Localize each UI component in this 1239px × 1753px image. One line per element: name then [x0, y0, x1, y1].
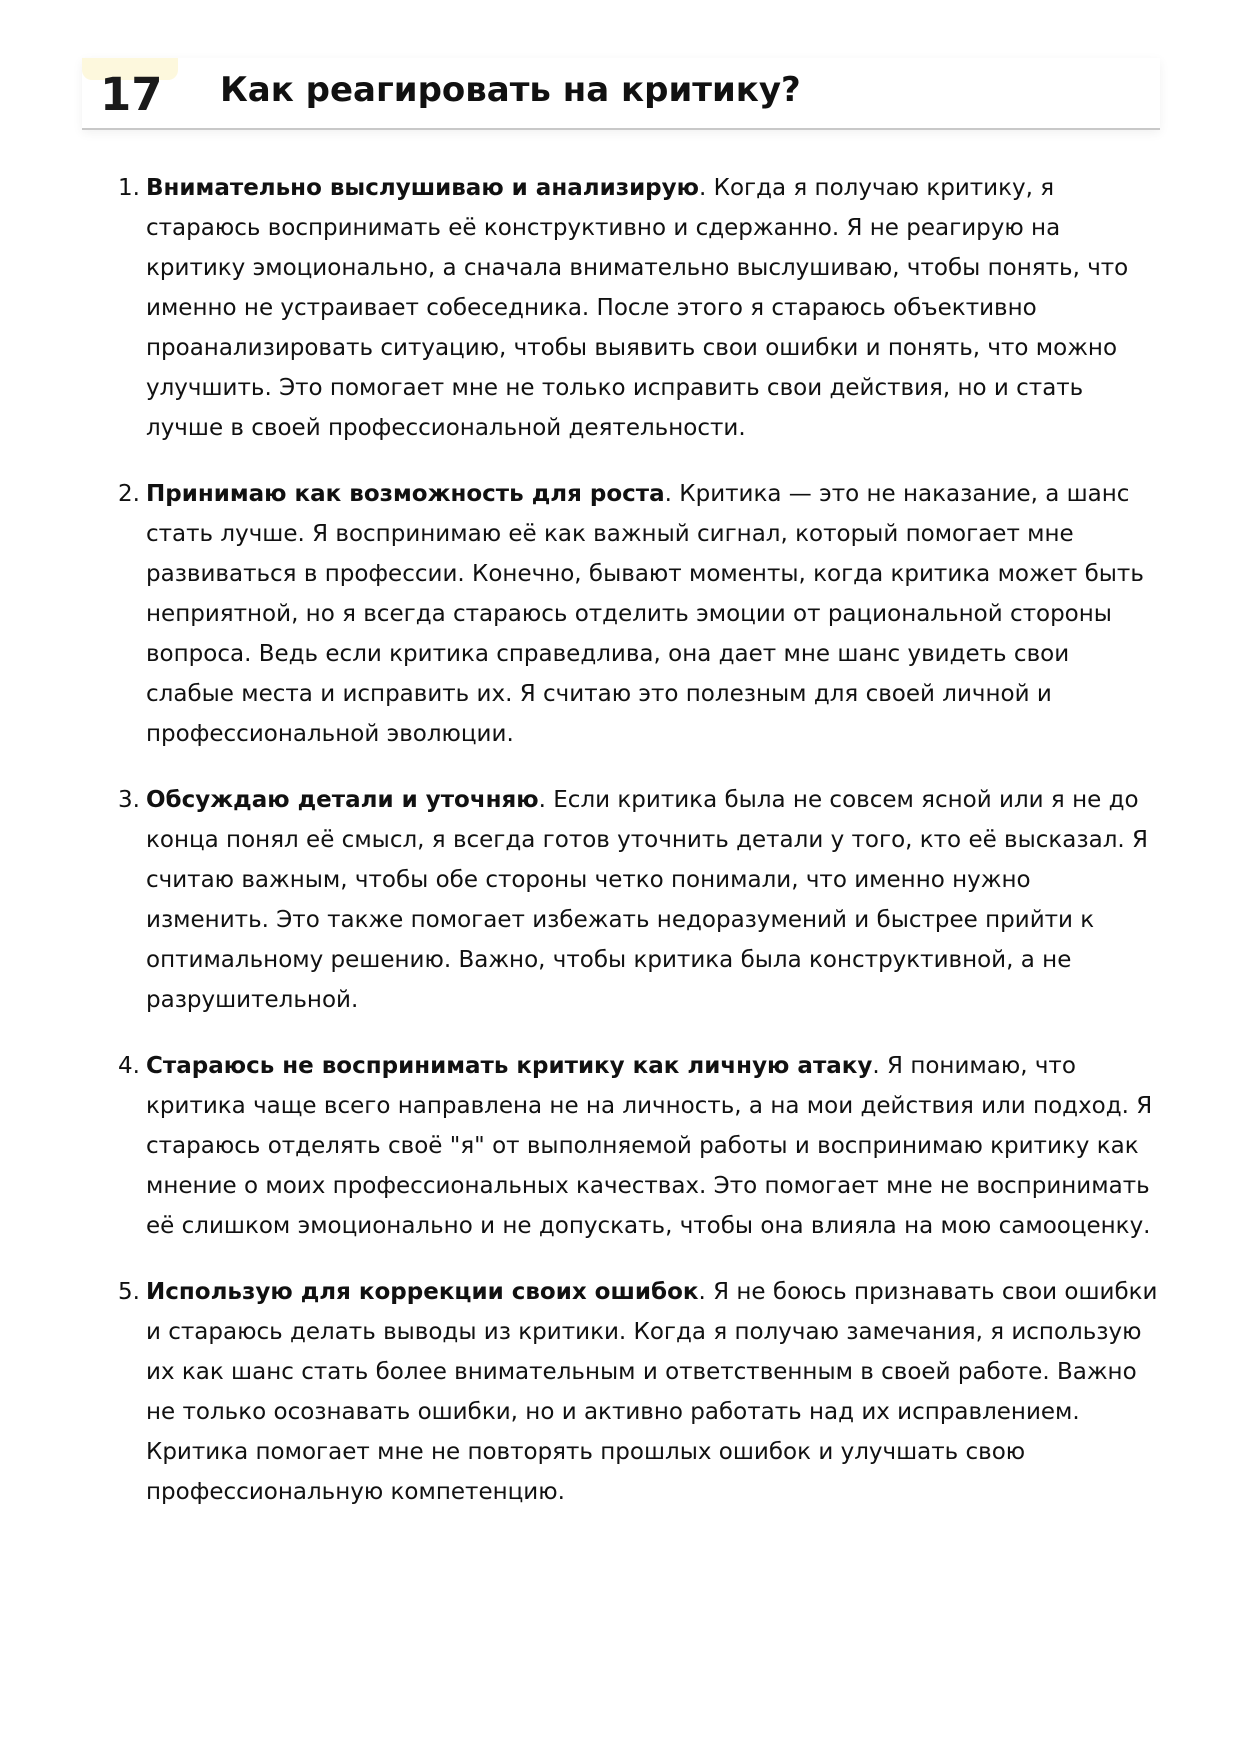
page-title: Как реагировать на критику? [220, 70, 801, 110]
list-item-number: 5. [118, 1279, 140, 1305]
list-item-number: 2. [118, 481, 140, 507]
list-item-title: Использую для коррекции своих ошибок [146, 1279, 699, 1305]
page-header [82, 58, 1160, 130]
list-item-title: Обсуждаю детали и уточняю [146, 787, 539, 813]
list-item-number: 1. [118, 175, 140, 201]
list-item [118, 1272, 1158, 1512]
list-item [118, 474, 1158, 754]
list-item-number: 3. [118, 787, 140, 813]
chapter-number: 17 [100, 68, 163, 121]
list-item [118, 780, 1158, 1020]
list-item-text: . Если критика была не совсем ясной или я не до конца понял её смысл, я всегда готов уточнить детали у того, кто её высказал. Я считаю важным, чтобы обе стороны четко понимали, что именно нужно изменить. Это также помогает избежать недоразумений и быстрее прийти к оптимальному решению. Важно, чтобы критика была конструктивной, а не разрушительной. [146, 787, 1149, 1013]
list-item-title: Принимаю как возможность для роста [146, 481, 665, 507]
list-item-text: . Когда я получаю критику, я стараюсь воспринимать её конструктивно и сдержанно. Я не реагирую на критику эмоционально, а сначала внимательно выслушиваю, чтобы понять, что именно не устраивает собеседника. После этого я стараюсь объективно проанализировать ситуацию, чтобы выявить свои ошибки и понять, что можно улучшить. Это помогает мне не только исправить свои действия, но и стать лучше в своей профессиональной деятельности. [146, 175, 1129, 441]
list-item-text: . Критика — это не наказание, а шанс стать лучше. Я воспринимаю её как важный сигнал, который помогает мне развиваться в профессии. Конечно, бывают моменты, когда критика может быть неприятной, но я всегда стараюсь отделить эмоции от рациональной стороны вопроса. Ведь если критика справедлива, она дает мне шанс увидеть свои слабые места и исправить их. Я считаю это полезным для своей личной и профессиональной эволюции. [146, 481, 1144, 747]
numbered-list [118, 168, 1158, 1538]
list-item-title: Внимательно выслушиваю и анализирую [146, 175, 699, 201]
list-item-title: Стараюсь не воспринимать критику как личную атаку [146, 1053, 873, 1079]
list-item [118, 1046, 1158, 1246]
list-item-text: . Я не боюсь признавать свои ошибки и стараюсь делать выводы из критики. Когда я получаю замечания, я использую их как шанс стать более внимательным и ответственным в своей работе. Важно не только осознавать ошибки, но и активно работать над их исправлением. Критика помогает мне не повторять прошлых ошибок и улучшать свою профессиональную компетенцию. [146, 1279, 1158, 1505]
list-item-number: 4. [118, 1053, 140, 1079]
list-item-text: . Я понимаю, что критика чаще всего направлена не на личность, а на мои действия или подход. Я стараюсь отделять своё "я" от выполняемой работы и воспринимаю критику как мнение о моих профессиональных качествах. Это помогает мне не воспринимать её слишком эмоционально и не допускать, чтобы она влияла на мою самооценку. [146, 1053, 1153, 1239]
list-item [118, 168, 1158, 448]
chapter-number-tab [82, 58, 178, 128]
